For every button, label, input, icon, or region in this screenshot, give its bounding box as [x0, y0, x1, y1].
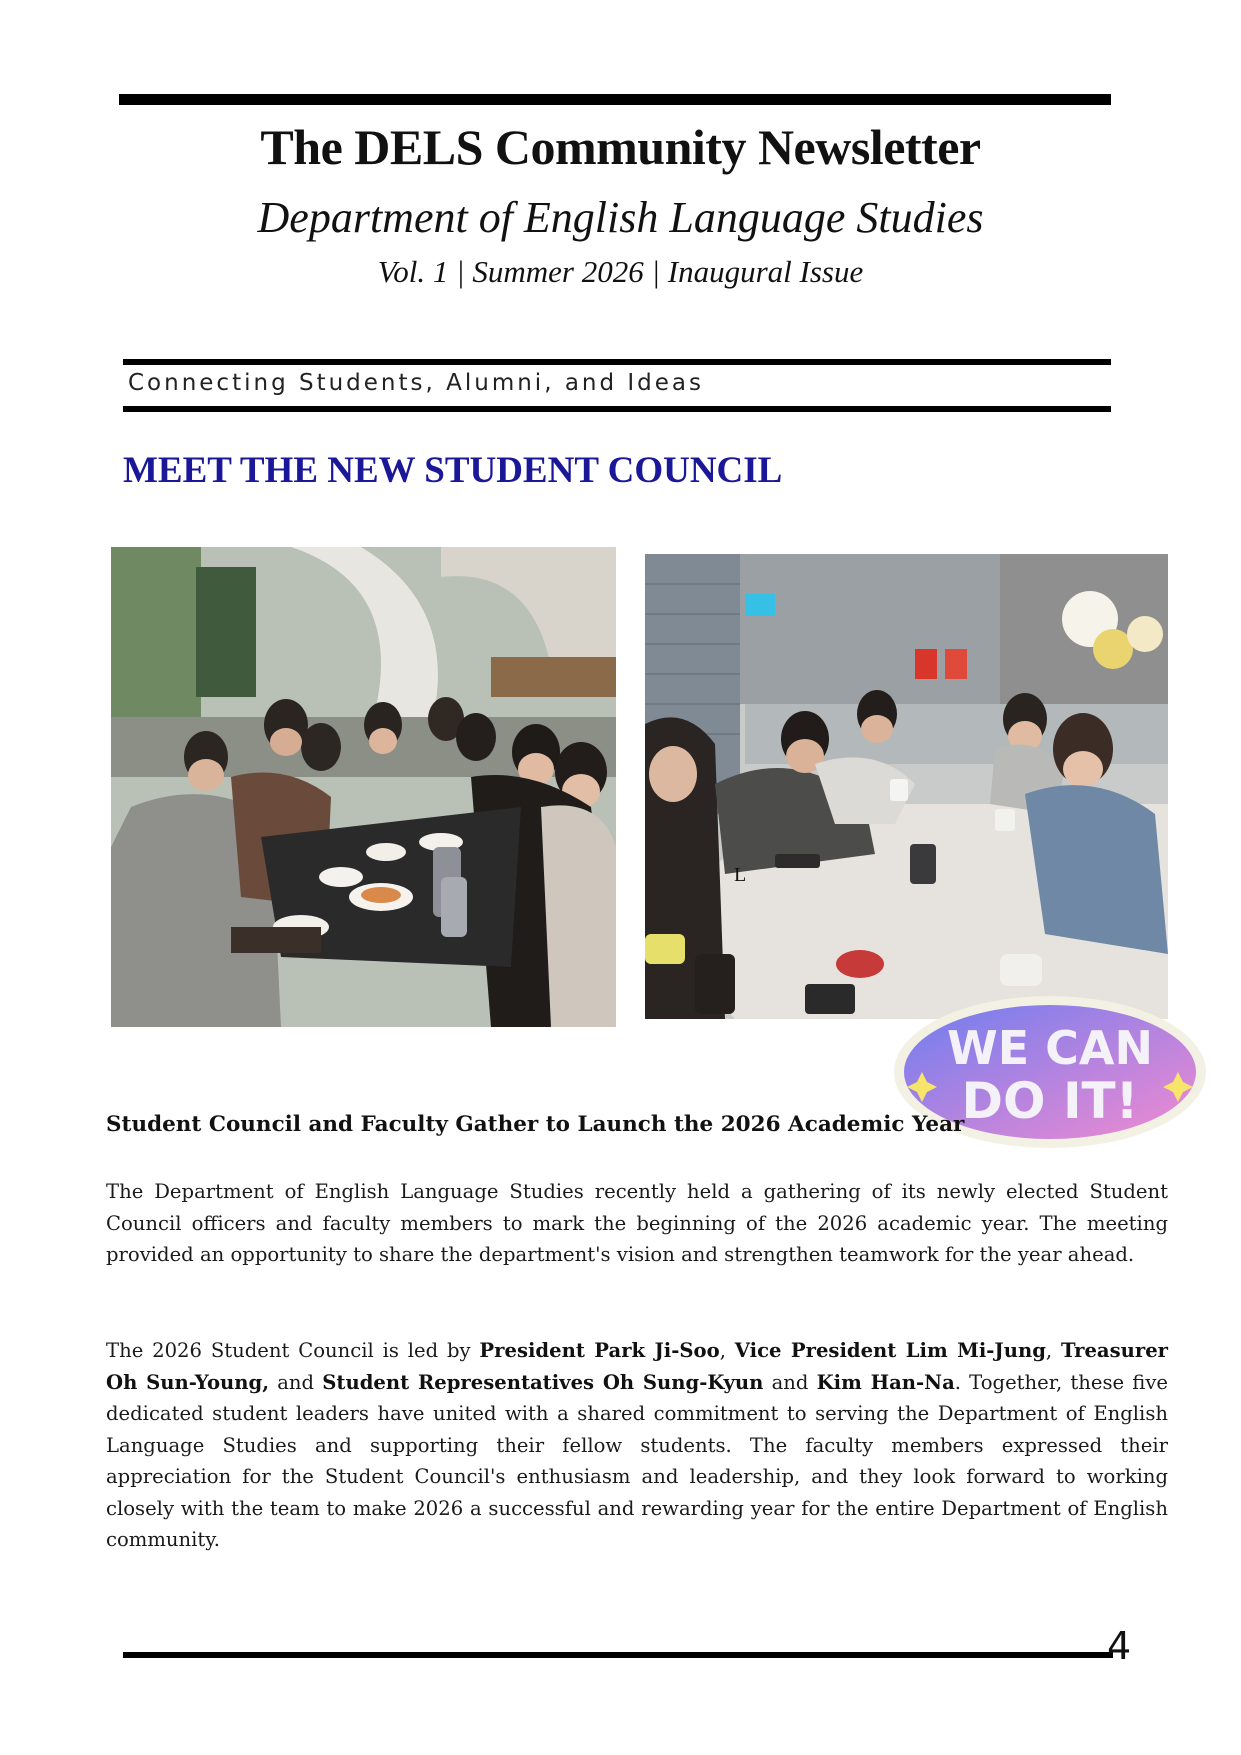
tagline: Connecting Students, Alumni, and Ideas	[128, 370, 705, 396]
newsletter-subtitle: Department of English Language Studies	[257, 193, 984, 242]
p2-sep2: ,	[1045, 1339, 1061, 1362]
president-name: President Park Ji-Soo	[479, 1339, 720, 1362]
photo-mark-letter: L	[734, 864, 747, 886]
newsletter-title: The DELS Community Newsletter	[260, 119, 981, 175]
article-title: Student Council and Faculty Gather to Launch the 2026 Academic Year	[106, 1112, 965, 1137]
p2-rest: . Together, these five dedicated student leaders have united with a shared commitment to serving the Department of English Language Studies and supporting their fellow students. The faculty members expressed their appreciation for the Student Council's enthusiasm and leadership, and they look forward to working closely with the team to make 2026 a successful and rewarding year for the entire Department of English community.	[106, 1370, 1169, 1551]
issue-info: Vol. 1 | Summer 2026 | Inaugural Issue	[377, 254, 864, 289]
p2-and2: and	[763, 1370, 817, 1394]
tagline-bottom-rule	[123, 406, 1111, 412]
student-rep-name: Student Representatives Oh Sung-Kyun	[322, 1370, 764, 1394]
p2-sep1: ,	[719, 1339, 735, 1362]
footer-rule	[123, 1652, 1113, 1658]
masthead-top-rule	[119, 94, 1111, 105]
council-gathering-photo-right	[645, 554, 1168, 1019]
council-gathering-photo-left	[111, 547, 616, 1027]
p2-intro: The 2026 Student Council is led by	[106, 1339, 480, 1362]
vice-president-name: Vice President Lim Mi-Jung	[734, 1339, 1046, 1362]
page-number: 4	[1107, 1624, 1132, 1668]
section-heading: MEET THE NEW STUDENT COUNCIL	[123, 450, 783, 491]
article-paragraph-2	[106, 1335, 1168, 1556]
student-rep-name-2: Kim Han-Na	[816, 1370, 955, 1394]
tagline-top-rule	[123, 359, 1111, 365]
treasurer-name: Treasurer Oh Sun-Young,	[106, 1339, 1168, 1394]
p2-and1: and	[269, 1370, 323, 1394]
article-paragraph-1: The Department of English Language Studies recently held a gathering of its newly elected Student Council officers and faculty members to mark the beginning of the 2026 academic year. The meeting provided an opportunity to share the department's vision and strengthen teamwork for the year ahead.	[106, 1180, 1168, 1266]
sticker-line2: DO IT!	[961, 1072, 1139, 1130]
sticker-line1: WE CAN	[946, 1021, 1154, 1075]
